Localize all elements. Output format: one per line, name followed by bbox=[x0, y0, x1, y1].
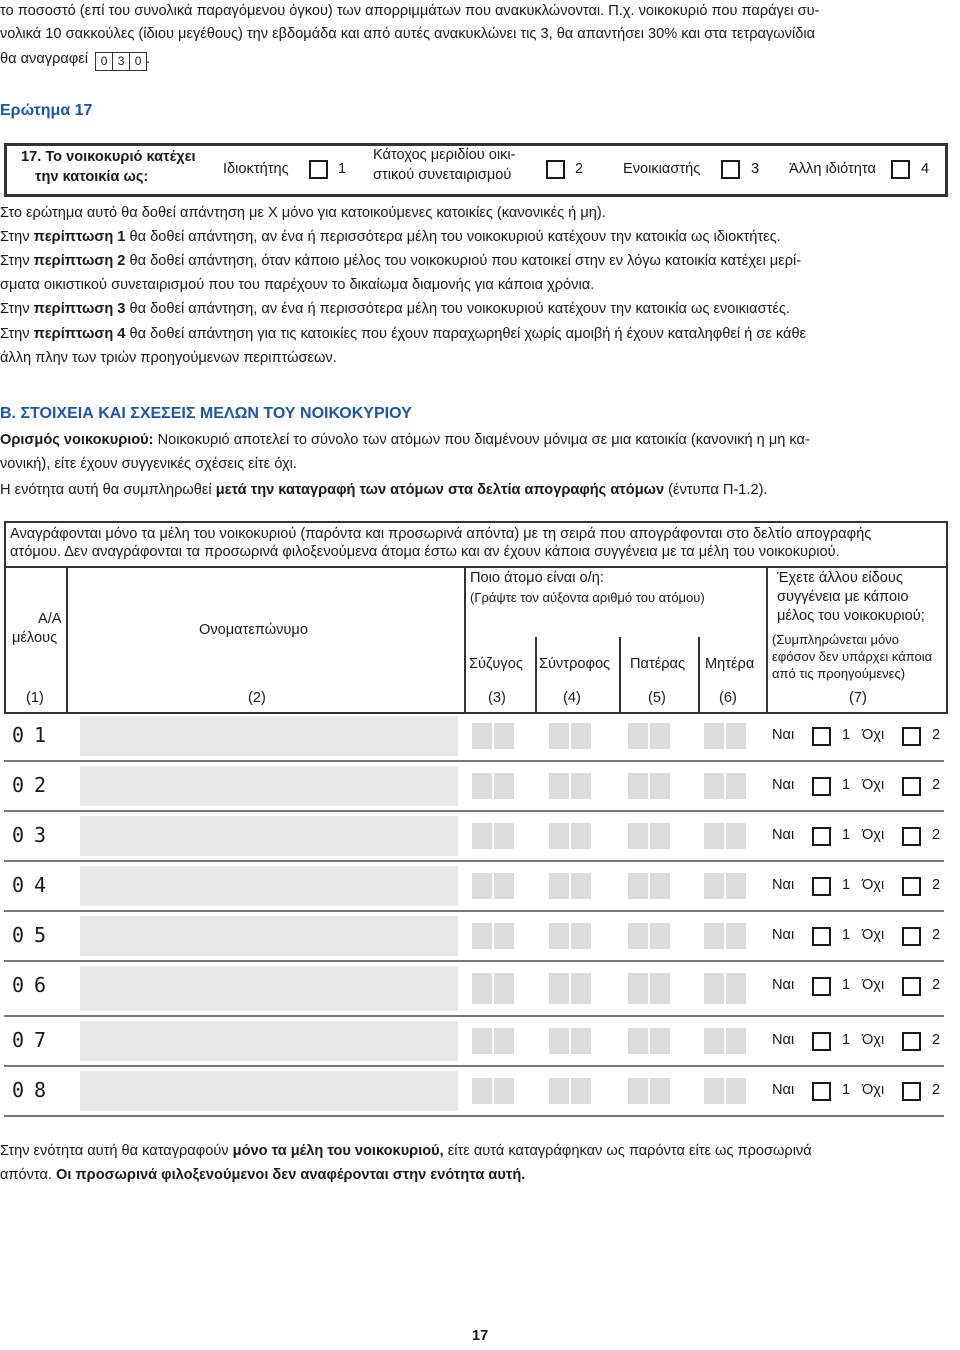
col-number-6: (6) bbox=[719, 690, 737, 706]
relation-digit-cell[interactable] bbox=[571, 873, 591, 899]
no-label: Όχι bbox=[862, 727, 885, 743]
no-label: Όχι bbox=[862, 927, 885, 943]
relation-digit-cell[interactable] bbox=[628, 1078, 648, 1104]
col7-note-1: (Συμπληρώνεται μόνο bbox=[772, 632, 899, 647]
relation-digit-cell[interactable] bbox=[628, 723, 648, 749]
relation-digit-cell[interactable] bbox=[549, 723, 569, 749]
relation-digit-cell[interactable] bbox=[628, 823, 648, 849]
relation-digit-cell[interactable] bbox=[650, 773, 670, 799]
relation-digit-cell[interactable] bbox=[726, 873, 746, 899]
col-number-5: (5) bbox=[648, 690, 666, 706]
yes-checkbox[interactable] bbox=[812, 1032, 831, 1051]
member-name-field[interactable] bbox=[80, 816, 458, 856]
no-checkbox[interactable] bbox=[902, 777, 921, 796]
no-label: Όχι bbox=[862, 1032, 885, 1048]
member-number: 02 bbox=[12, 773, 57, 797]
relation-digit-cell[interactable] bbox=[472, 923, 492, 949]
members-table-header bbox=[4, 521, 948, 714]
col-number-7: (7) bbox=[849, 690, 867, 706]
note-5-line-1: Στην περίπτωση 4 θα δοθεί απάντηση για τις κατοικίες που έχουν παραχωρηθεί χωρίς αμοιβή ή έχουν καταληφθεί ή σε κάθε bbox=[0, 326, 807, 342]
relation-digit-cell[interactable] bbox=[472, 823, 492, 849]
member-number: 08 bbox=[12, 1078, 57, 1102]
relation-digit-cell[interactable] bbox=[704, 1078, 724, 1104]
relation-digit-cell[interactable] bbox=[549, 873, 569, 899]
table-note-line-1: Αναγράφονται μόνο τα μέλη του νοικοκυριού (παρόντα και προσωρινά απόντα) με τη σειρά που απογράφονται στο δελτίο απογραφής bbox=[10, 526, 872, 542]
yes-code: 1 bbox=[842, 927, 851, 943]
note-4: Στην περίπτωση 3 θα δοθεί απάντηση, αν ένα ή περισσότερα μέλη του νοικοκυριού κατέχουν την κατοικία ως ενοικιαστές. bbox=[0, 301, 790, 317]
yes-checkbox[interactable] bbox=[812, 777, 831, 796]
relation-digit-cell[interactable] bbox=[704, 873, 724, 899]
yes-checkbox[interactable] bbox=[812, 827, 831, 846]
relation-digit-cell[interactable] bbox=[571, 823, 591, 849]
yes-label: Ναι bbox=[772, 977, 795, 993]
relation-subheader: (Γράψτε τον αύξοντα αριθμό του ατόμου) bbox=[470, 590, 705, 605]
relation-digit-cell[interactable] bbox=[650, 973, 670, 1004]
no-label: Όχι bbox=[862, 977, 885, 993]
q17-label-line-2: την κατοικία ως: bbox=[35, 169, 149, 185]
no-checkbox[interactable] bbox=[902, 877, 921, 896]
yes-code: 1 bbox=[842, 777, 851, 793]
intro-line-2: νολικά 10 σακκούλες (ίδιου μεγέθους) την εβδομάδα και από αυτές ανακυκλώνει τις 3, θα απαντήσει 30% και στα τετραγωνίδια bbox=[0, 26, 816, 42]
col-number-4: (4) bbox=[563, 690, 581, 706]
relation-digit-cell[interactable] bbox=[628, 773, 648, 799]
household-definition-line-1: Ορισμός νοικοκυριού: Νοικοκυριό αποτελεί το σύνολο των ατόμων που διαμένουν μόνιμα σε μια κατοικία (κανονική η μη κα- bbox=[0, 432, 810, 448]
note-2: Στην περίπτωση 1 θα δοθεί απάντηση, αν ένα ή περισσότερα μέλη του νοικοκυριού κατέχουν την κατοικία ως ιδιοκτήτες. bbox=[0, 229, 781, 245]
relation-digit-cell[interactable] bbox=[571, 973, 591, 1004]
section-b-title: Β. ΣΤΟΙΧΕΙΑ ΚΑΙ ΣΧΕΣΕΙΣ ΜΕΛΩΝ ΤΟΥ ΝΟΙΚΟΚΥΡΙΟΥ bbox=[0, 405, 412, 422]
member-name-field[interactable] bbox=[80, 866, 458, 906]
no-checkbox[interactable] bbox=[902, 977, 921, 996]
row-separator bbox=[4, 960, 944, 962]
member-name-field[interactable] bbox=[80, 916, 458, 956]
question-heading: Ερώτημα 17 bbox=[0, 102, 93, 119]
no-label: Όχι bbox=[862, 1082, 885, 1098]
q17-label-line-1: 17. Το νοικοκυριό κατέχει bbox=[21, 149, 196, 165]
rel-col-mother: Μητέρα bbox=[705, 656, 755, 672]
no-label: Όχι bbox=[862, 877, 885, 893]
opt4-label: Άλλη ιδιότητα bbox=[789, 161, 876, 177]
note-3-line-1: Στην περίπτωση 2 θα δοθεί απάντηση, όταν κάποιο μέλος του νοικοκυριού που κατοικεί στην εν λόγω κατοικία κατέχει μερί- bbox=[0, 253, 802, 269]
row-separator bbox=[4, 860, 944, 862]
question-17-box bbox=[4, 143, 948, 197]
relation-digit-cell[interactable] bbox=[704, 1028, 724, 1054]
col7-note-2: εφόσον δεν υπάρχει κάποια bbox=[772, 649, 933, 664]
relation-digit-cell[interactable] bbox=[650, 873, 670, 899]
relation-digit-cell[interactable] bbox=[650, 923, 670, 949]
relation-digit-cell[interactable] bbox=[549, 1028, 569, 1054]
yes-label: Ναι bbox=[772, 1082, 795, 1098]
no-code: 2 bbox=[932, 827, 941, 843]
no-code: 2 bbox=[932, 1032, 941, 1048]
col2-header: Ονοματεπώνυμο bbox=[199, 622, 308, 638]
no-label: Όχι bbox=[862, 827, 885, 843]
relation-digit-cell[interactable] bbox=[650, 823, 670, 849]
yes-checkbox[interactable] bbox=[812, 977, 831, 996]
col1-line-2: μέλους bbox=[12, 630, 58, 646]
rel-col-partner: Σύντροφος bbox=[539, 656, 611, 672]
no-code: 2 bbox=[932, 927, 941, 943]
member-number: 03 bbox=[12, 823, 57, 847]
row-separator bbox=[4, 1115, 944, 1117]
relation-digit-cell[interactable] bbox=[494, 1028, 514, 1054]
opt3-code: 3 bbox=[751, 161, 760, 177]
relation-digit-cell[interactable] bbox=[650, 723, 670, 749]
relation-digit-cell[interactable] bbox=[472, 773, 492, 799]
member-number: 01 bbox=[12, 723, 57, 747]
relation-digit-cell[interactable] bbox=[494, 1078, 514, 1104]
relation-digit-cell[interactable] bbox=[704, 723, 724, 749]
intro-line-3 bbox=[0, 48, 958, 71]
relation-digit-cell[interactable] bbox=[494, 823, 514, 849]
relation-digit-cell[interactable] bbox=[549, 823, 569, 849]
relation-digit-cell[interactable] bbox=[472, 1078, 492, 1104]
no-code: 2 bbox=[932, 1082, 941, 1098]
intro-line-3-suffix: . bbox=[146, 51, 151, 67]
relation-digit-cell[interactable] bbox=[472, 723, 492, 749]
yes-code: 1 bbox=[842, 877, 851, 893]
row-separator bbox=[4, 810, 944, 812]
yes-label: Ναι bbox=[772, 777, 795, 793]
relation-digit-cell[interactable] bbox=[549, 923, 569, 949]
digit-box: 0 bbox=[95, 52, 113, 71]
rel-col-father: Πατέρας bbox=[630, 656, 686, 672]
no-code: 2 bbox=[932, 977, 941, 993]
yes-checkbox[interactable] bbox=[812, 727, 831, 746]
intro-line-1: το ποσοστό (επί του συνολικά παραγόμενου όγκου) των απορριμμάτων που ανακυκλώνονται. Π.χ. νοικοκυριό που παράγει συ- bbox=[0, 3, 820, 19]
relation-digit-cell[interactable] bbox=[726, 723, 746, 749]
col7-line-1: Έχετε άλλου είδους bbox=[777, 570, 903, 586]
member-number: 04 bbox=[12, 873, 57, 897]
relation-digit-cell[interactable] bbox=[704, 973, 724, 1004]
relation-digit-cell[interactable] bbox=[726, 823, 746, 849]
col7-line-3: μέλος του νοικοκυριού; bbox=[777, 608, 925, 624]
relation-digit-cell[interactable] bbox=[704, 773, 724, 799]
col-number-2: (2) bbox=[248, 690, 266, 706]
member-name-field[interactable] bbox=[80, 1071, 458, 1111]
relation-digit-cell[interactable] bbox=[628, 973, 648, 1004]
digit-box: 3 bbox=[112, 52, 130, 71]
relation-digit-cell[interactable] bbox=[704, 823, 724, 849]
relation-digit-cell[interactable] bbox=[704, 923, 724, 949]
yes-label: Ναι bbox=[772, 727, 795, 743]
relation-digit-cell[interactable] bbox=[571, 723, 591, 749]
member-number: 06 bbox=[12, 973, 57, 997]
yes-checkbox[interactable] bbox=[812, 1082, 831, 1101]
yes-code: 1 bbox=[842, 1082, 851, 1098]
row-separator bbox=[4, 1015, 944, 1017]
relation-digit-cell[interactable] bbox=[628, 923, 648, 949]
opt2-label-line-1: Κάτοχος μεριδίου οικι- bbox=[373, 147, 516, 163]
yes-code: 1 bbox=[842, 727, 851, 743]
no-code: 2 bbox=[932, 877, 941, 893]
member-name-field[interactable] bbox=[80, 716, 458, 756]
yes-label: Ναι bbox=[772, 927, 795, 943]
opt1-checkbox[interactable] bbox=[309, 160, 328, 179]
no-code: 2 bbox=[932, 777, 941, 793]
no-checkbox[interactable] bbox=[902, 827, 921, 846]
relation-digit-cell[interactable] bbox=[650, 1078, 670, 1104]
page-number: 17 bbox=[472, 1328, 489, 1344]
relation-digit-cell[interactable] bbox=[726, 773, 746, 799]
relation-header: Ποιο άτομο είναι ο/η: bbox=[470, 570, 604, 586]
opt2-code: 2 bbox=[575, 161, 584, 177]
member-name-field[interactable] bbox=[80, 966, 458, 1011]
intro-line-3-prefix: θα αναγραφεί bbox=[0, 51, 89, 67]
no-checkbox[interactable] bbox=[902, 1032, 921, 1051]
relation-digit-cell[interactable] bbox=[549, 1078, 569, 1104]
relation-digit-cell[interactable] bbox=[549, 773, 569, 799]
digit-box: 0 bbox=[129, 52, 147, 71]
yes-code: 1 bbox=[842, 1032, 851, 1048]
no-code: 2 bbox=[932, 727, 941, 743]
no-label: Όχι bbox=[862, 777, 885, 793]
note-3-line-2: σματα οικιστικού συνεταιρισμού που του παρέχουν το δικαίωμα διαμονής για κάποια χρόνια. bbox=[0, 277, 595, 293]
yes-label: Ναι bbox=[772, 827, 795, 843]
note-5-line-2: άλλη πλην των τριών προηγούμενων περιπτώσεων. bbox=[0, 350, 337, 366]
opt4-code: 4 bbox=[921, 161, 930, 177]
no-checkbox[interactable] bbox=[902, 927, 921, 946]
yes-checkbox[interactable] bbox=[812, 927, 831, 946]
relation-digit-cell[interactable] bbox=[628, 1028, 648, 1054]
relation-digit-cell[interactable] bbox=[549, 973, 569, 1004]
relation-digit-cell[interactable] bbox=[726, 1078, 746, 1104]
opt3-checkbox[interactable] bbox=[721, 160, 740, 179]
fill-instruction: Η ενότητα αυτή θα συμπληρωθεί μετά την καταγραφή των ατόμων στα δελτία απογραφής ατόμων (έντυπα Π-1.2). bbox=[0, 482, 768, 498]
opt3-label: Ενοικιαστής bbox=[623, 161, 701, 177]
opt1-code: 1 bbox=[338, 161, 347, 177]
household-definition-line-2: νονική), είτε έχουν συγγενικές σχέσεις είτε όχι. bbox=[0, 456, 297, 472]
member-number: 05 bbox=[12, 923, 57, 947]
relation-digit-cell[interactable] bbox=[494, 923, 514, 949]
no-checkbox[interactable] bbox=[902, 1082, 921, 1101]
relation-digit-cell[interactable] bbox=[571, 923, 591, 949]
relation-digit-cell[interactable] bbox=[472, 973, 492, 1004]
example-digit-boxes bbox=[95, 51, 146, 67]
relation-digit-cell[interactable] bbox=[726, 973, 746, 1004]
yes-checkbox[interactable] bbox=[812, 877, 831, 896]
relation-digit-cell[interactable] bbox=[726, 1028, 746, 1054]
relation-digit-cell[interactable] bbox=[472, 873, 492, 899]
relation-digit-cell[interactable] bbox=[571, 1028, 591, 1054]
member-name-field[interactable] bbox=[80, 766, 458, 806]
yes-code: 1 bbox=[842, 977, 851, 993]
footer-line-1: Στην ενότητα αυτή θα καταγραφούν μόνο τα μέλη του νοικοκυριού, είτε αυτά καταγράφηκαν ως παρόντα είτε ως προσωρινά bbox=[0, 1143, 812, 1159]
note-1: Στο ερώτημα αυτό θα δοθεί απάντηση με Χ μόνο για κατοικούμενες κατοικίες (κανονικές ή μη). bbox=[0, 205, 606, 221]
relation-digit-cell[interactable] bbox=[472, 1028, 492, 1054]
no-checkbox[interactable] bbox=[902, 727, 921, 746]
yes-label: Ναι bbox=[772, 877, 795, 893]
table-note-line-2: ατόμου. Δεν αναγράφονται τα προσωρινά φιλοξενούμενα άτομα έστω και αν έχουν κάποια συγγένεια με τα μέλη του νοικοκυριού. bbox=[10, 544, 840, 560]
opt2-checkbox[interactable] bbox=[546, 160, 565, 179]
relation-digit-cell[interactable] bbox=[494, 773, 514, 799]
opt2-label-line-2: στικού συνεταιρισμού bbox=[373, 167, 512, 183]
relation-digit-cell[interactable] bbox=[628, 873, 648, 899]
relation-digit-cell[interactable] bbox=[650, 1028, 670, 1054]
opt4-checkbox[interactable] bbox=[891, 160, 910, 179]
opt1-label: Ιδιοκτήτης bbox=[223, 161, 289, 177]
col-number-1: (1) bbox=[26, 690, 44, 706]
rel-col-spouse: Σύζυγος bbox=[469, 656, 523, 672]
row-separator bbox=[4, 760, 944, 762]
footer-line-2: απόντα. Οι προσωρινά φιλοξενούμενοι δεν αναφέρονται στην ενότητα αυτή. bbox=[0, 1167, 526, 1183]
col7-line-2: συγγένεια με κάποιο bbox=[777, 589, 909, 605]
col1-line-1: Α/Α bbox=[38, 611, 62, 627]
relation-digit-cell[interactable] bbox=[494, 723, 514, 749]
member-number: 07 bbox=[12, 1028, 57, 1052]
relation-digit-cell[interactable] bbox=[494, 973, 514, 1004]
relation-digit-cell[interactable] bbox=[726, 923, 746, 949]
yes-code: 1 bbox=[842, 827, 851, 843]
relation-digit-cell[interactable] bbox=[571, 773, 591, 799]
member-name-field[interactable] bbox=[80, 1021, 458, 1061]
yes-label: Ναι bbox=[772, 1032, 795, 1048]
relation-digit-cell[interactable] bbox=[494, 873, 514, 899]
col-number-3: (3) bbox=[488, 690, 506, 706]
col7-note-3: από τις προηγούμενες) bbox=[772, 666, 906, 681]
row-separator bbox=[4, 910, 944, 912]
relation-digit-cell[interactable] bbox=[571, 1078, 591, 1104]
row-separator bbox=[4, 1065, 944, 1067]
